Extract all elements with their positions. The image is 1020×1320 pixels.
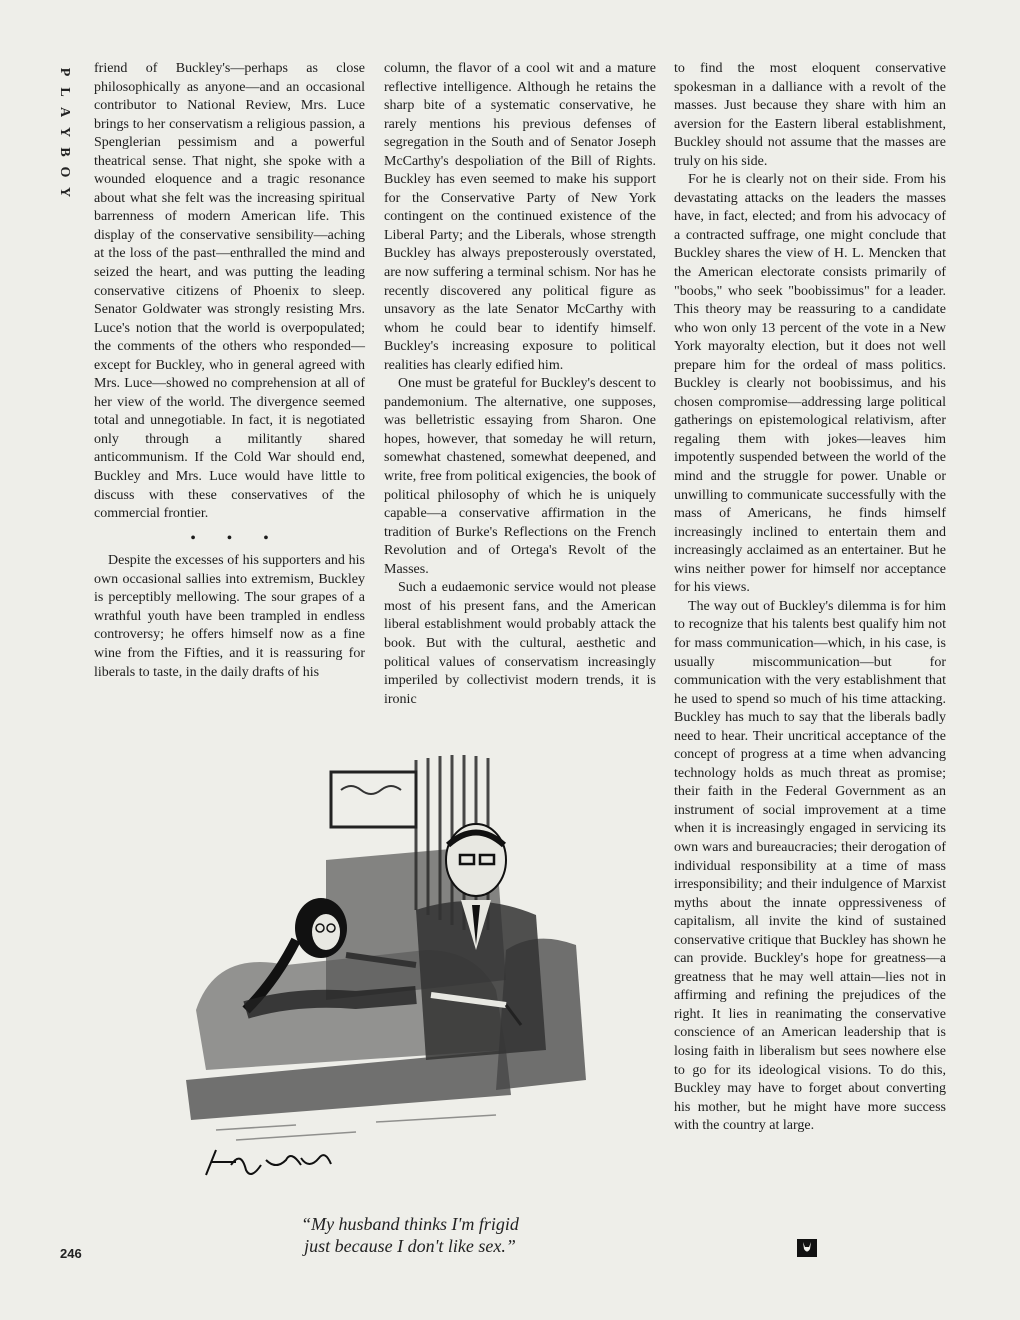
paragraph: Despite the excesses of his supporters and his own occasional sallies into extremism, Buckley is perceptibly mellowing. The sour grapes of a wrathful youth have been trampled in endless controversy; he offers himself now as a fine wine from the Fifties, and it is reassuring for liberals to taste, in the daily drafts of his bbox=[94, 553, 365, 680]
framed-certificate bbox=[331, 772, 416, 827]
magazine-masthead bbox=[56, 62, 72, 202]
masthead-letter: Y bbox=[57, 126, 72, 138]
caption-line: just because I don't like sex.” bbox=[304, 1236, 516, 1256]
masthead-letter: P bbox=[57, 67, 72, 77]
paragraph: The way out of Buckley's dilemma is for him to recognize that his talents best qualify him not for mass communication—which, in his case, is usually miscommunication—but for communication with the very establishment that he used to spend so much of his time attacking. Buckley has much to say that the liberals badly need to hear. Their uncritical acceptance of the concept of progress at a time when advancing technology holds as much threat as promise; their faith in the Federal Government as an instrument of social improvement at a time when it is increasingly engaged in servicing its own wars and bureaucracies; their derogation of individual responsibility at a time of mass irresponsibility; and their indulgence of Marxist myths about the innate oppressiveness of capitalism, all invite the kind of sustained conservative critique that Buckley has shown he can provide. Buckley's hope for greatness—a greatness that he may well attain—lies not in affirming and refining the prejudices of the right. It lies in reanimating the conservative conscience of an American leadership that is losing faith in liberalism but sees nowhere else to go for its ideological visions. To do this, Buckley may have to forget about converting his mother, but he might have more success with the country at large. bbox=[674, 598, 946, 1134]
cartoon-illustration bbox=[176, 750, 646, 1200]
paragraph: One must be grateful for Buckley's descent to pandemonium. The alternative, one supposes, was belletristic essaying from Sharon. One hopes, however, that someday he will return, somewhat chastened, somewhat deepened, and write, free from political exigencies, the book of political philosophy of which he is uniquely capable—a conservative affirmation in the tradition of Burke's Reflections on the French Revolution and of Ortega's Revolt of the Masses. bbox=[384, 376, 656, 577]
artist-signature bbox=[206, 1150, 331, 1175]
text-column-3 bbox=[674, 60, 946, 1136]
masthead-letter: Y bbox=[57, 186, 72, 198]
masthead-letter: O bbox=[57, 166, 72, 178]
cartoon-caption bbox=[210, 1213, 610, 1257]
rabbit-head-logo-icon bbox=[797, 1239, 817, 1257]
text-column-1 bbox=[94, 60, 365, 682]
text-column-2 bbox=[384, 60, 656, 709]
paragraph: friend of Buckley's—perhaps as close philosophically as anyone—and an occasional contributor to National Review, Mrs. Luce brings to her conservatism a religious passion, a Spenglerian pessimism and a powerful theatrical sense. That night, she spoke with a wounded eloquence and a tragic resonance about what she felt was the increasing spiritual barrenness of modern American life. This display of the conservative sensibility—aching at the loss of the past—enthralled the mind and seized the heart, and was putting the leading conservative citizens of Phoenix to sleep. Senator Goldwater was strongly resisting Mrs. Luce's notion that the world is overpopulated; the comments of the others who responded—except for Buckley, who in general agreed with Mrs. Luce—showed no comprehension at all of her view of the world. The divergence seemed total and unnegotiable. In fact, it is negotiated only through a militantly shared anticommunism. If the Cold War should end, Buckley and Mrs. Luce would have little to discuss with these conservatives of the commercial frontier. bbox=[94, 61, 365, 522]
section-break: • • • bbox=[190, 530, 283, 546]
masthead-letter: A bbox=[57, 106, 72, 118]
cartoon-drawing bbox=[176, 750, 646, 1200]
page-number: 246 bbox=[60, 1246, 82, 1261]
paragraph: column, the flavor of a cool wit and a mature reflective intelligence. Although he retains the sharp bite of a systematic conservative, he rarely mentions his previous defenses of segregation in the South and of Senator Joseph McCarthy's despoliation of the Bill of Rights. Buckley has even seemed to make his support for the Conservative Party of New York contingent on the continued existence of the Liberal Party; and the Liberals, whose strength Buckley has always preposterously overstated, are now suffering a terminal schism. Nor has he recently discovered any political figure as unsavory as the late Senator McCarthy with whom he could bear to identify himself. Buckley's increasing exposure to political realities has clearly edified him. bbox=[384, 61, 656, 373]
caption-line: “My husband thinks I'm frigid bbox=[301, 1214, 519, 1234]
paragraph: to find the most eloquent conservative spokesman in a dalliance with a revolt of the masses. Just because they share with him an aversion for the Eastern liberal establishment, Buckley should not assume that the masses are truly on his side. bbox=[674, 61, 946, 169]
paragraph: For he is clearly not on their side. From his devastating attacks on the leaders the masses have, in fact, elected; and from his advocacy of a contracted suffrage, one might conclude that Buckley shares the view of H. L. Mencken that the American electorate consists primarily of "boobs," who seek "boobissimus" for a leader. This theory may be reassuring to a candidate who won only 13 percent of the vote in a New York mayoralty election, but it does not well prepare him for the ordeal of mass politics. Buckley is clearly not boobissimus, and his chosen compromise—addressing large political gatherings on epistemological relativism, after regaling them with jokes—leaves him impotently suspended between the world of the mind and the struggle for power. Unable or unwilling to communicate successfully with the mass of Americans, he finds himself increasingly inclined to entertain them and increasingly acclaimed as an entertainer. But he wins neither power for himself nor acceptance for his views. bbox=[674, 172, 946, 596]
masthead-letter: B bbox=[57, 147, 72, 157]
paragraph: Such a eudaemonic service would not please most of his present fans, and the American liberal establishment would probably attack the book. But with the cultural, aesthetic and political values of conservatism increasingly imperiled by collectivist modern trends, it is ironic bbox=[384, 580, 656, 707]
masthead-letter: L bbox=[57, 87, 72, 97]
